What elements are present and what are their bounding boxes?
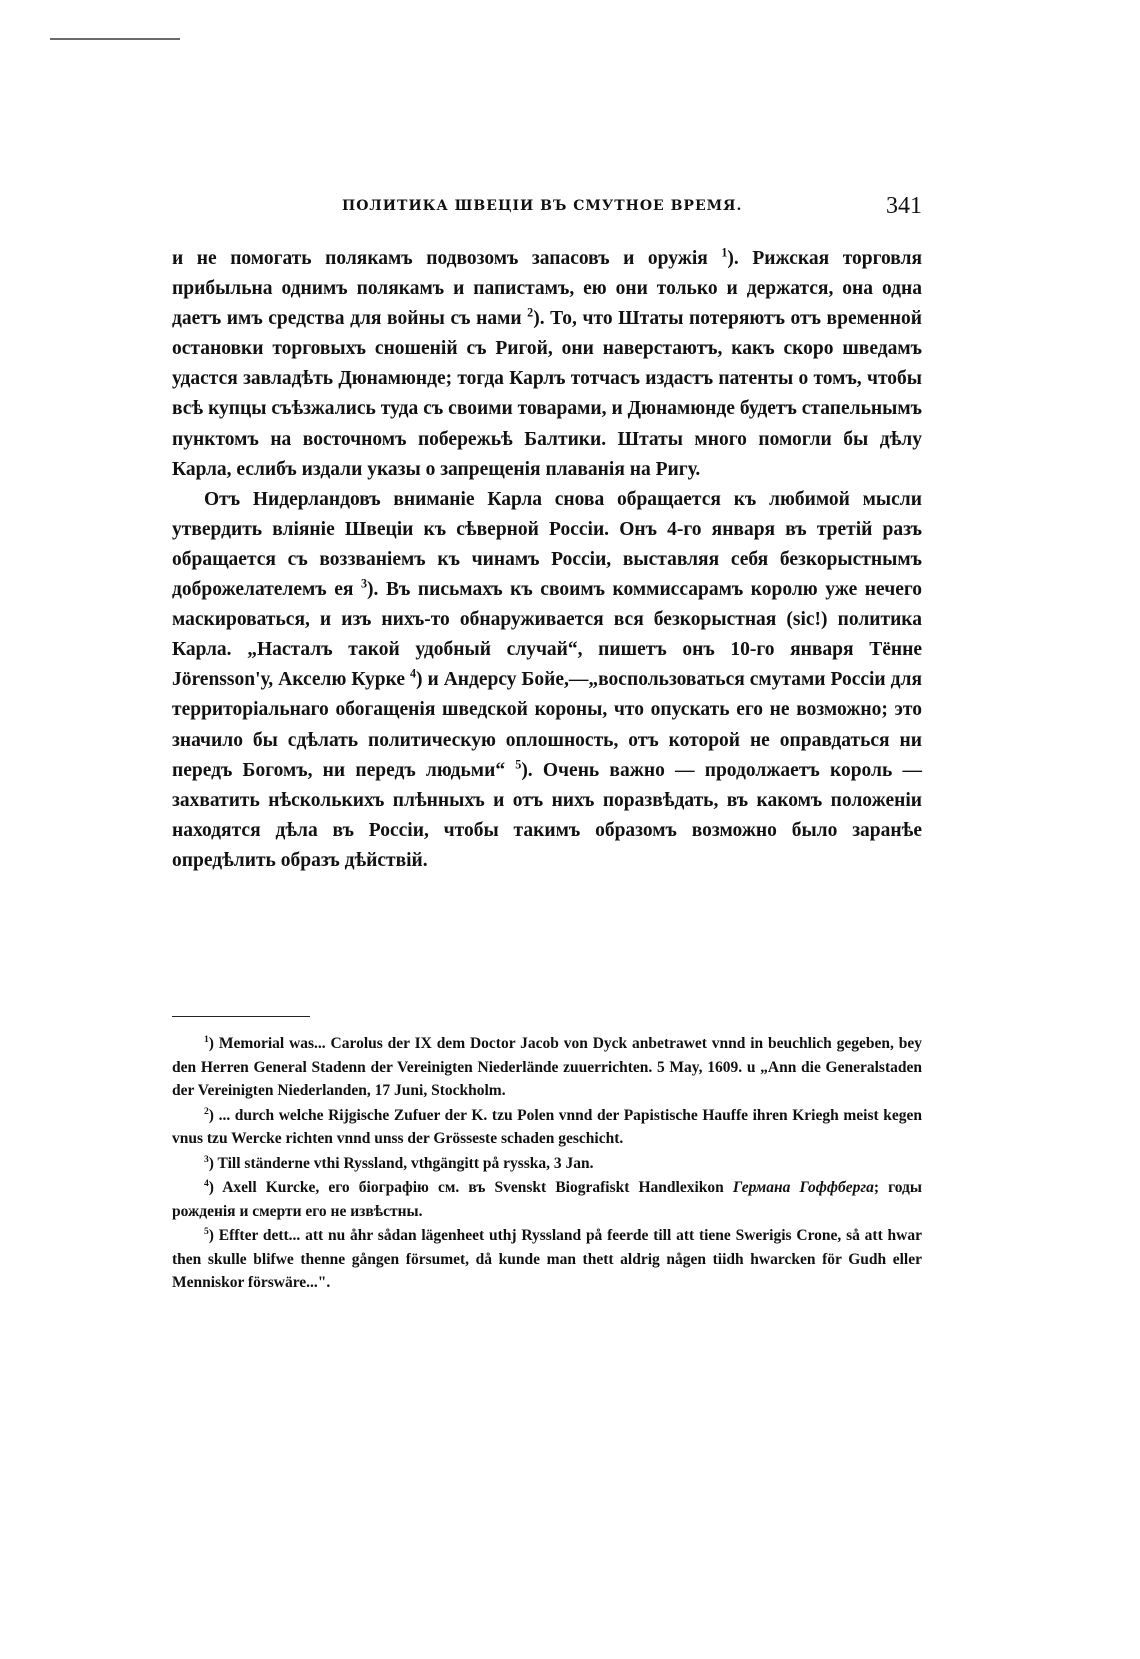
footnote-4-mark: 4	[204, 1177, 209, 1189]
paragraph-1-text-b: ). Рижская торговля прибыльна однимъ полякамъ и папистамъ, ею они только и держатся, она одна даетъ имъ средства для войны съ нами	[172, 248, 923, 330]
running-title: ПОЛИТИКА ШВЕЦІИ ВЪ СМУТНОЕ ВРЕМЯ.	[342, 198, 743, 214]
footnote-4-text-a: ) Axell Kurcke, его біографію см. въ Svenskt Biografiskt Handlexikon	[208, 1179, 733, 1196]
footnote-1-text: ) Memorial was... Carolus der IX dem Doctor Jacob von Dyck anbetrawet vnnd in beuchlich gegeben, bey den Herren General Stadenn der Vereinigten Niederlände zuuerrichten. 5 May, 1609. u „Ann die Generalstaden der Vereinigten Niederlanden, 17 Juni, Stockholm.	[172, 1035, 922, 1099]
footnote-ref-4: 4	[409, 666, 417, 681]
footnote-4-italic-author: Германа Гоффберга	[732, 1179, 874, 1196]
footnote-ref-1: 1	[721, 245, 728, 260]
footnote-1-mark: 1	[204, 1033, 209, 1045]
footnote-5-mark: 5	[204, 1225, 209, 1237]
top-rule	[50, 38, 180, 40]
footnote-1	[172, 1032, 922, 1103]
footnote-ref-5: 5	[515, 757, 522, 772]
paragraph-2	[172, 485, 922, 876]
paragraph-2-text-a: Отъ Нидерландовъ вниманіе Карла снова обращается къ любимой мысли утвердить вліяніе Швеціи къ сѣверной Россіи. Онъ 4-го января въ третій разъ обращается съ воззваніемъ къ чинамъ Россіи, выставляя себя безкорыстнымъ доброжелателемъ ея	[172, 488, 922, 601]
footnote-3-text: ) Till ständerne vthi Ryssland, vthgängitt på rysska, 3 Jan.	[208, 1154, 594, 1172]
footnote-3-mark: 3	[204, 1153, 209, 1165]
footnote-2-text: ) ... durch welche Rijgische Zufuer der K. tzu Polen vnnd der Papistische Hauffe ihren Kriegh meist kegen vnus tzu Wercke richten vnnd unss der Grösseste schaden geschicht.	[172, 1106, 922, 1147]
footnote-5	[172, 1224, 922, 1295]
footnote-ref-3: 3	[360, 576, 368, 591]
footnotes	[172, 1032, 922, 1295]
paragraph-2-text-d: ). Очень важно — продолжаетъ король — захватить нѣсколькихъ плѣнныхъ и отъ нихъ поразвѣдать, въ какомъ положеніи находятся дѣла въ Россіи, чтобы такимъ образомъ возможно было заранѣе опредѣлить образъ дѣйствій.	[172, 759, 922, 871]
footnote-2-mark: 2	[204, 1105, 209, 1117]
paragraph-2-text-b: ). Въ письмахъ къ своимъ коммиссарамъ королю уже нечего маскироваться, и изъ нихъ-то обнаруживается вся безкорыстная (sic!) политика Карла. „Насталъ такой удобный случай“, пишетъ онъ 10-го января Тённе Jörensson'у, Акселю Курке	[172, 579, 922, 691]
running-head	[172, 193, 922, 225]
paragraph-1-text-c: ). То, что Штаты потеряютъ отъ временной остановки торговыхъ сношеній съ Ригой, они наверстаютъ, какъ скоро шведамъ удастся завладѣть Дюнамюнде; тогда Карлъ тотчасъ издастъ патенты о томъ, чтобы всѣ купцы съѣзжались туда съ своими товарами, и Дюнамюнде будетъ стапельнымъ пунктомъ на восточномъ побережьѣ Балтики. Штаты много помогли бы дѣлу Карла, еслибъ издали указы о запрещенія плаванія на Ригу.	[172, 308, 922, 480]
footnote-ref-2: 2	[527, 305, 534, 320]
footnote-5-text: ) Effter dett... att nu åhr sådan lägenheet uthj Ryssland på feerde till att tiene Swerigis Crone, så att hwar then skulle blifwe thenne gången försumet, då kunde man thett aldrig någen tiidh hwarcken för Gudh eller Menniskor förswäre...".	[172, 1227, 922, 1291]
body-text	[172, 244, 922, 876]
footnote-2	[172, 1104, 922, 1151]
footnote-3	[172, 1152, 922, 1176]
footnote-4	[172, 1176, 922, 1223]
footnote-4-text-b: ; годы рожденія и смерти его не извѣстны.	[172, 1179, 922, 1220]
page-number: 341	[886, 193, 922, 219]
paragraph-2-text-c: ) и Андерсу Бойе,—„воспользоваться смутами Россіи для территоріальнаго обогащенія шведской короны, что опускать его не возможно; это значило бы сдѣлать политическую оплошность, отъ которой не оправдаться ни передъ Богомъ, ни передъ людьми“	[172, 669, 922, 781]
paragraph-1-text-a: и не помогать полякамъ подвозомъ запасовъ и оружія	[172, 248, 722, 269]
footnote-separator	[172, 1016, 310, 1017]
paragraph-1	[172, 244, 922, 485]
